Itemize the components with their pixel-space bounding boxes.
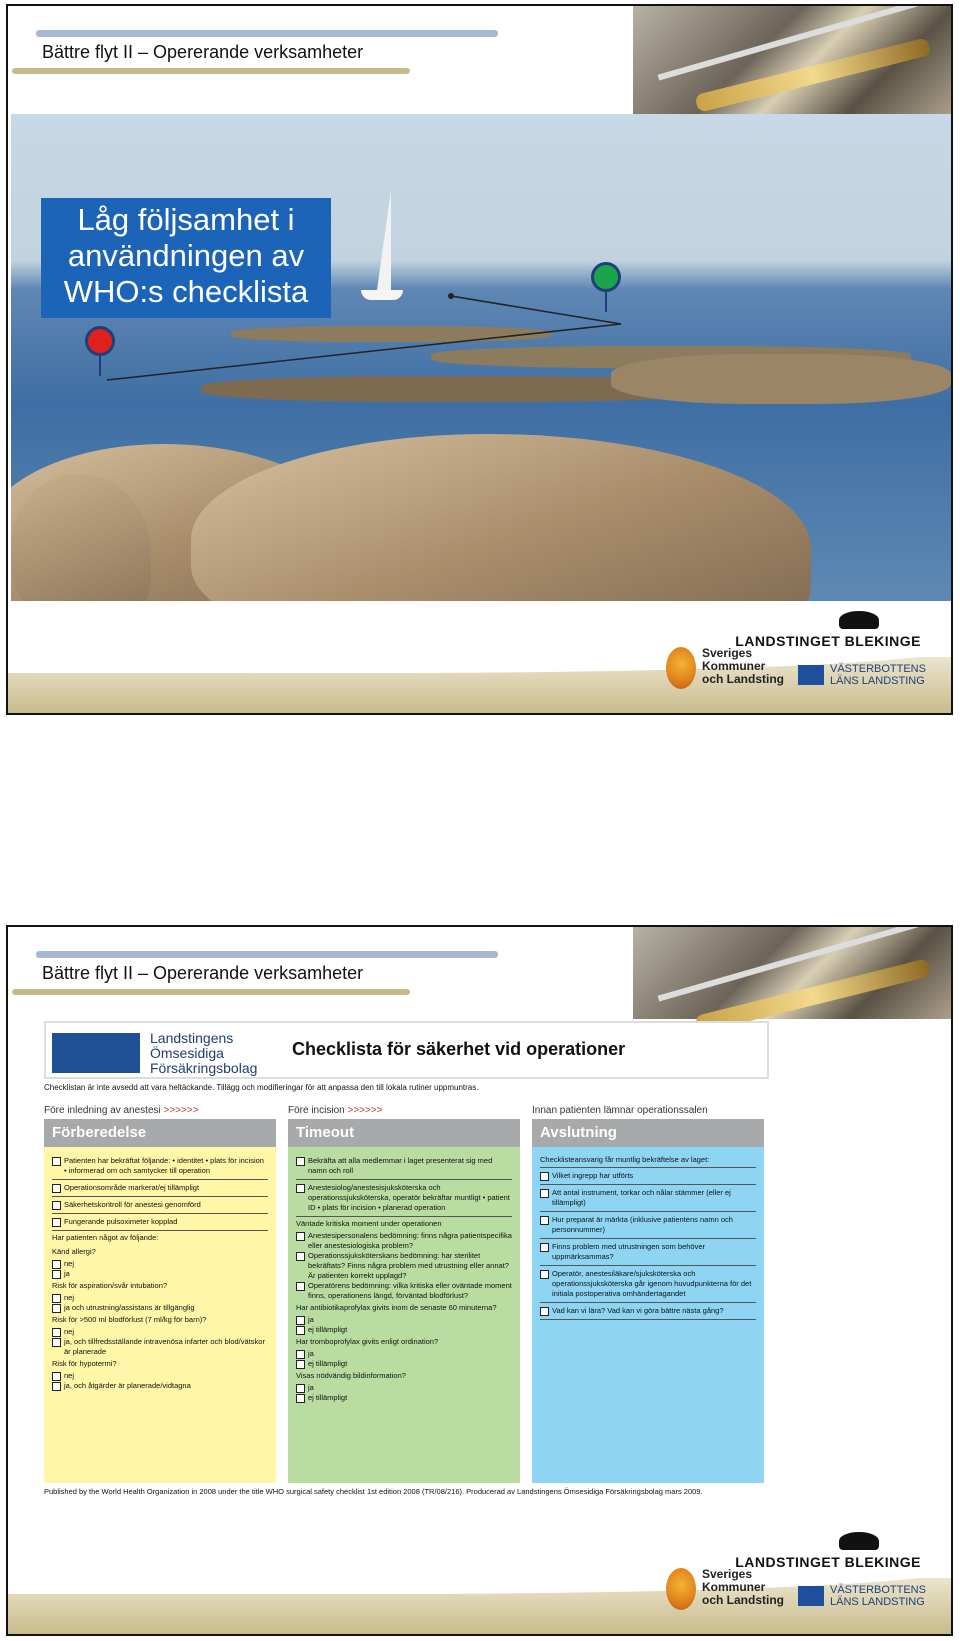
vasterbotten-mark-icon — [798, 1586, 824, 1606]
check-item[interactable]: Operationsområde markerat/ej tillämpligt — [52, 1180, 268, 1197]
question-intro: Har patienten något av följande: — [52, 1233, 159, 1242]
landstinget-blekinge-logo: LANDSTINGET BLEKINGE — [735, 1554, 921, 1570]
archipelago-photo — [11, 114, 951, 601]
option-checkbox[interactable]: ja — [52, 1269, 268, 1279]
checklist-intro: Checklistan är inte avsedd att vara heltäckande. Tillägg och modifieringar för att anpassa den till lokala rutiner uppmuntras. — [44, 1083, 479, 1092]
check-item[interactable]: Vad kan vi lära? Vad kan vi göra bättre nästa gång? — [540, 1303, 756, 1320]
header-accent-bar — [36, 951, 498, 958]
option-checkbox[interactable]: ja, och tillfredsställande intravenösa infarter och blod/vätskor är planerade — [52, 1337, 268, 1357]
skl-line-3: och Landsting — [702, 1593, 784, 1607]
column-title: Avslutning — [532, 1119, 764, 1147]
vasterbotten-mark-icon — [798, 665, 824, 685]
option-checkbox[interactable]: ej tillämpligt — [296, 1325, 512, 1335]
question: Risk för hypotermi? — [52, 1359, 117, 1368]
skl-line-2: Kommuner — [702, 1580, 766, 1594]
question: Har antibiotikaprofylax givits inom de senaste 60 minuterna? — [296, 1303, 497, 1312]
callout-line-2: användningen av — [67, 238, 305, 273]
vbl-line-2: LÄNS LANDSTING — [830, 1596, 925, 1608]
check-item[interactable]: Anestesiolog/anestesisjuksköterska och operationssjuksköterska, operatör bekräftar muntligt • patient ID • plats för incision • planerad operation — [296, 1180, 512, 1217]
header-accent-bar — [36, 30, 498, 37]
callout-line-3: WHO:s checklista — [63, 274, 309, 309]
column-timeout — [288, 1119, 520, 1483]
connector-lines — [11, 114, 951, 601]
landstinget-blekinge-logo: LANDSTINGET BLEKINGE — [735, 633, 921, 649]
org-line-2: Ömsesidiga — [150, 1045, 224, 1061]
vbl-line-1: VÄSTERBOTTENS — [830, 663, 926, 675]
option-checkbox[interactable]: nej — [52, 1259, 268, 1269]
lof-crown-icon — [52, 1033, 140, 1073]
surgical-instrument-photo — [633, 6, 951, 116]
question: Risk för >500 ml blodförlust (7 ml/kg för barn)? — [52, 1315, 207, 1324]
check-item[interactable]: Säkerhetskontroll för anestesi genomförd — [52, 1197, 268, 1214]
lof-name — [150, 1031, 257, 1076]
slide-footer — [8, 1504, 951, 1634]
skl-logo — [666, 1568, 816, 1614]
check-item[interactable]: Operatör, anestesiläkare/sjuksköterska och operationssjuksköterska går igenom huvudpunkterna för det initiala postoperativa omhändertagandet — [540, 1266, 756, 1303]
skl-line-1: Sveriges — [702, 646, 753, 660]
blekinge-crest-icon — [839, 1532, 879, 1550]
question: Visas nödvändig bildinformation? — [296, 1371, 406, 1380]
option-checkbox[interactable]: ja — [296, 1349, 512, 1359]
check-item[interactable]: Fungerande pulsoximeter kopplad — [52, 1214, 268, 1231]
skl-flame-icon — [666, 1568, 696, 1610]
avslutning-lead: Checklisteansvarig får muntlig bekräftelse av laget: — [540, 1153, 756, 1168]
option-checkbox[interactable]: ej tillämpligt — [296, 1359, 512, 1369]
critical-item[interactable]: Anestesipersonalens bedömning: finns några patientspecifika eller anestesiologiska problem? — [296, 1231, 512, 1251]
slide-footer — [8, 583, 951, 713]
option-checkbox[interactable]: ej tillämpligt — [296, 1393, 512, 1403]
org-line-3: Försäkringsbolag — [150, 1060, 258, 1076]
header-underline — [12, 989, 410, 995]
skl-line-3: och Landsting — [702, 672, 784, 686]
phase-2: Före incision >>>>>> — [288, 1105, 383, 1116]
checklist-title: Checklista för säkerhet vid operationer — [292, 1039, 626, 1059]
publication-note: Published by the World Health Organization in 2008 under the title WHO surgical safety checklist 1st edition 2008 (TR/08/216). Producerad av Landstingens Ömsesidiga Försäkringsbolag mars 2009. — [44, 1487, 703, 1496]
red-marker-icon — [85, 326, 115, 356]
slide-header: Bättre flyt II – Opererande verksamheter — [42, 42, 364, 62]
critical-item[interactable]: Operationssjuksköterskans bedömning: har sterilitet bekräftats? Finns några problem med utrustning eller annat? Är patienten korrekt upplagd? — [296, 1251, 512, 1281]
header-underline — [12, 68, 410, 74]
skl-line-1: Sveriges — [702, 1567, 753, 1581]
question: Har tromboprofylax givits enligt ordination? — [296, 1337, 439, 1346]
question: Känd allergi? — [52, 1247, 96, 1256]
phase-1: Före inledning av anestesi >>>>>> — [44, 1105, 199, 1116]
slide-header: Bättre flyt II – Opererande verksamheter — [42, 963, 364, 983]
column-forberedelse — [44, 1119, 276, 1483]
option-checkbox[interactable]: ja, och åtgärder är planerade/vidtagna — [52, 1381, 268, 1391]
vbl-line-1: VÄSTERBOTTENS — [830, 1584, 926, 1596]
column-avslutning — [532, 1119, 764, 1483]
column-title: Timeout — [288, 1119, 520, 1147]
vbl-line-2: LÄNS LANDSTING — [830, 675, 925, 687]
safety-checklist — [44, 1021, 769, 1501]
slide-1 — [6, 4, 953, 715]
slide-2 — [6, 925, 953, 1636]
skl-flame-icon — [666, 647, 696, 689]
skl-logo — [666, 647, 816, 693]
org-line-1: Landstingens — [150, 1030, 234, 1046]
blekinge-crest-icon — [839, 611, 879, 629]
vasterbotten-logo — [798, 1582, 938, 1612]
check-item[interactable]: Vilket ingrepp har utförts — [540, 1168, 756, 1185]
check-item[interactable]: Hur preparat är märkta (inklusive patientens namn och personnummer) — [540, 1212, 756, 1239]
check-item[interactable]: Att antal instrument, torkar och nålar stämmer (eller ej tillämpligt) — [540, 1185, 756, 1212]
surgical-instrument-photo — [633, 927, 951, 1019]
option-checkbox[interactable]: ja — [296, 1315, 512, 1325]
skl-line-2: Kommuner — [702, 659, 766, 673]
critical-intro: Väntade kritiska moment under operationen — [296, 1219, 442, 1228]
vasterbotten-logo — [798, 661, 938, 691]
callout-line-1: Låg följsamhet i — [77, 202, 295, 237]
check-item[interactable]: Finns problem med utrustningen som behöver uppmärksammas? — [540, 1239, 756, 1266]
column-title: Förberedelse — [44, 1119, 276, 1147]
check-item[interactable]: Bekräfta att alla medlemmar i laget presenterat sig med namn och roll — [296, 1153, 512, 1180]
option-checkbox[interactable]: nej — [52, 1371, 268, 1381]
option-checkbox[interactable]: ja — [296, 1383, 512, 1393]
check-item[interactable]: Patienten har bekräftat följande: • identitet • plats för incision • informerad om och samtycker till operation — [52, 1153, 268, 1180]
question: Risk för aspiration/svår intubation? — [52, 1281, 168, 1290]
phase-3: Innan patienten lämnar operationssalen — [532, 1105, 708, 1116]
option-checkbox[interactable]: nej — [52, 1327, 268, 1337]
option-checkbox[interactable]: nej — [52, 1293, 268, 1303]
critical-item[interactable]: Operatörens bedömning: vilka kritiska eller oväntade moment finns, operationens längd, förväntad blodförlust? — [296, 1281, 512, 1301]
green-marker-icon — [591, 262, 621, 292]
option-checkbox[interactable]: ja och utrustning/assistans är tillgänglig — [52, 1303, 268, 1313]
checklist-header — [44, 1021, 769, 1079]
